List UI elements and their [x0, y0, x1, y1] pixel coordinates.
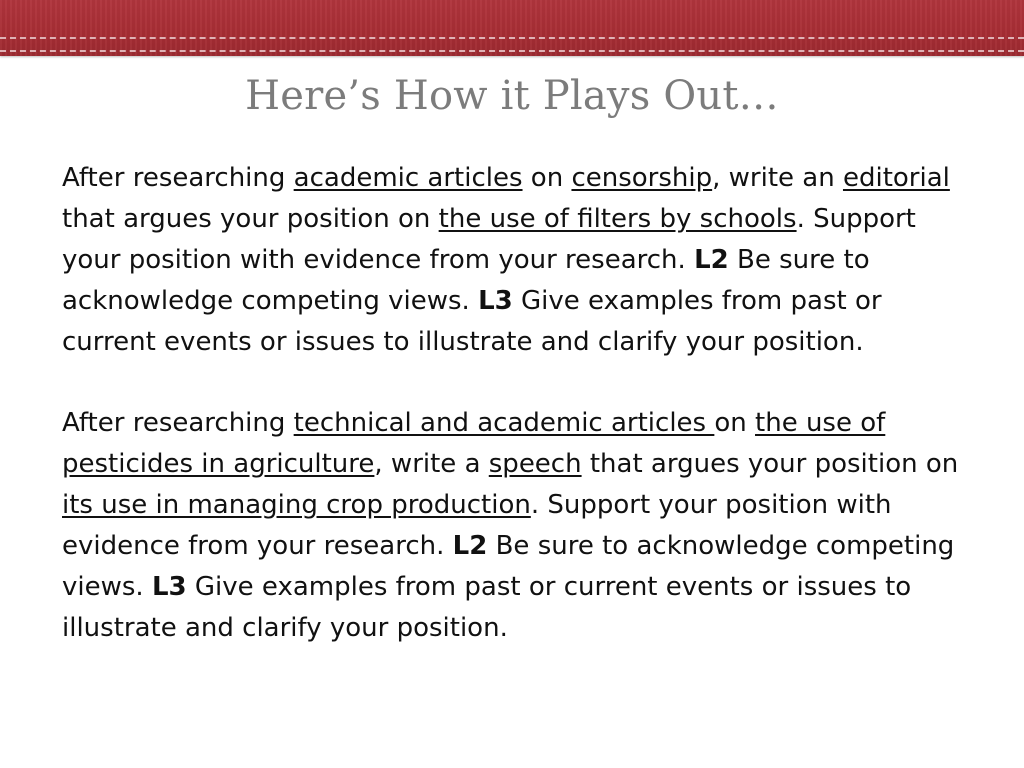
header-texture [0, 0, 1024, 56]
underlined-phrase: academic articles [293, 163, 523, 193]
standard-label-l3: L3 [151, 572, 187, 602]
underlined-phrase: the use of filters by schools [438, 204, 797, 234]
text-run: . Support your position with evidence from your research. [62, 490, 892, 561]
text-run: Be sure to acknowledge competing views. [62, 245, 870, 316]
text-run: on [522, 163, 572, 193]
slide-body [62, 158, 962, 649]
standard-label-l2: L2 [452, 531, 488, 561]
standard-label-l2: L2 [694, 245, 729, 275]
header-band [0, 0, 1024, 56]
standard-label-l3: L3 [478, 286, 513, 316]
paragraph-censorship [62, 158, 962, 363]
text-run: . Support your position with evidence from your research. [62, 204, 916, 275]
text-run: , write a [374, 449, 489, 479]
slide-title: Here’s How it Plays Out… [245, 73, 779, 119]
underlined-phrase: censorship [571, 163, 713, 193]
text-run: After researching [62, 408, 294, 438]
text-run: After researching [62, 163, 294, 193]
underlined-phrase: editorial [842, 163, 950, 193]
header-stitch-bottom [0, 50, 1024, 52]
underlined-phrase: speech [488, 449, 582, 479]
underlined-phrase: technical and academic articles [293, 408, 715, 438]
text-run: on [714, 408, 756, 438]
text-run: that argues your position on [62, 204, 439, 234]
text-run: Give examples from past or current events or issues to illustrate and clarify your position. [62, 572, 912, 643]
paragraph-pesticides [62, 403, 962, 649]
text-run: , write an [712, 163, 843, 193]
text-run: Be sure to acknowledge competing views. [62, 531, 955, 602]
header-stitch-top [0, 37, 1024, 39]
text-run: Give examples from past or current events or issues to illustrate and clarify your position. [62, 286, 882, 357]
underlined-phrase: the use of pesticides in agriculture [62, 408, 886, 479]
text-run: that argues your position on [581, 449, 959, 479]
underlined-phrase: its use in managing crop production [62, 490, 531, 520]
